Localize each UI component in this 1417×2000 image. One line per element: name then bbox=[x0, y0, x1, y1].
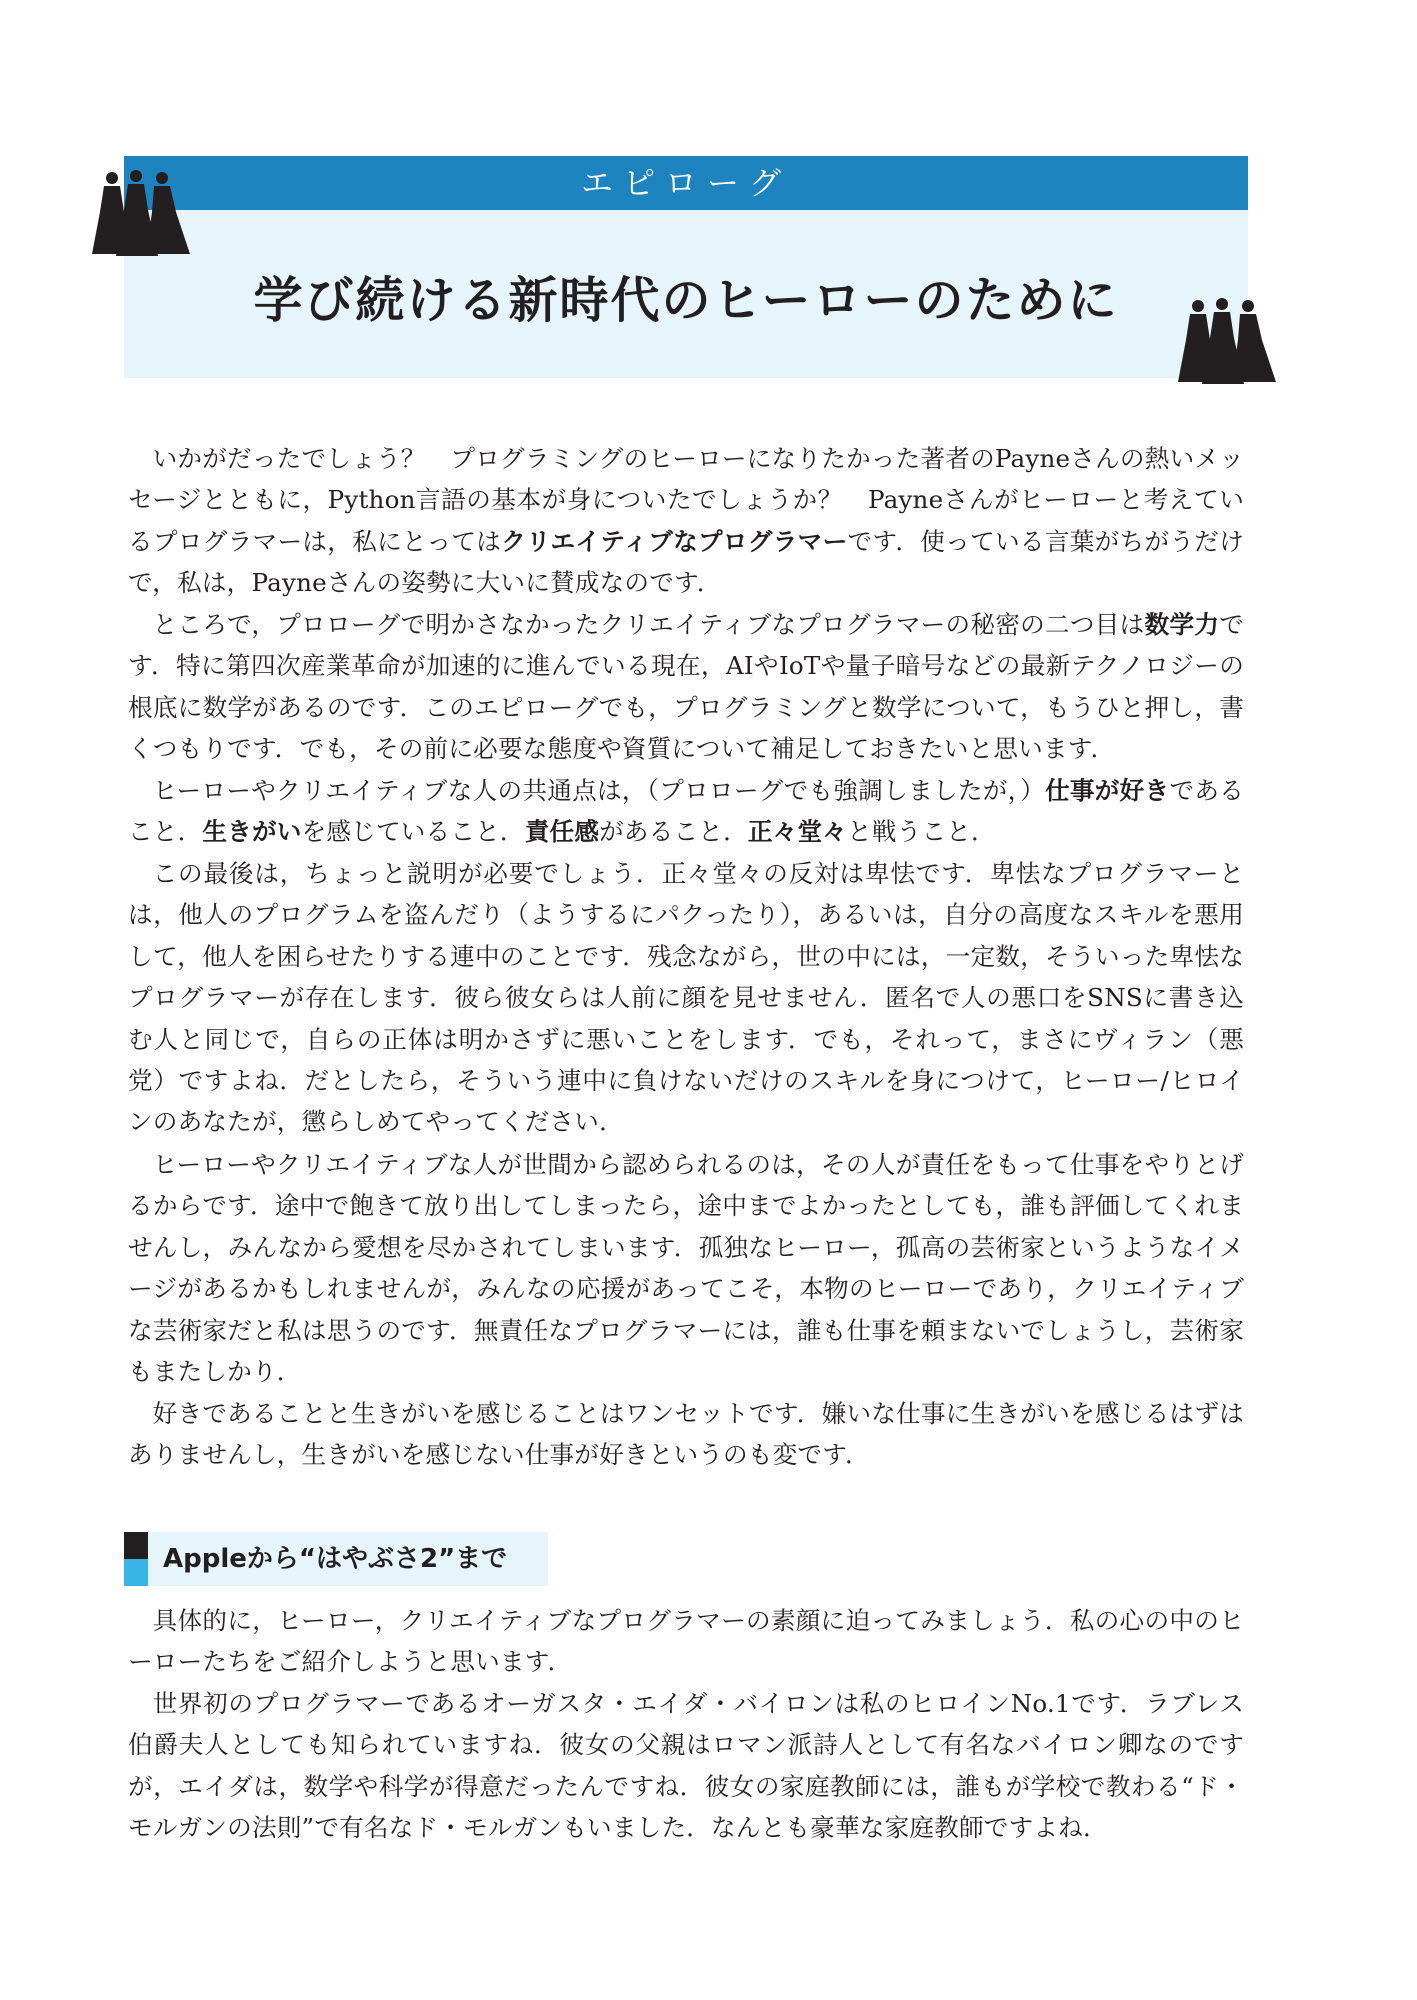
body-paragraph: 好きであることと生きがいを感じることはワンセットです．嫌いな仕事に生きがいを感じるはずはありませんし，生きがいを感じない仕事が好きというのも変です． bbox=[128, 1399, 1244, 1470]
body-paragraph: ヒーローやクリエイティブな人の共通点は，（プロローグでも強調しましたが，）仕事が好きであること．生きがいを感じていること．責任感があること．正々堂々と戦うこと． bbox=[128, 776, 1244, 847]
body-paragraph: 具体的に，ヒーロー，クリエイティブなプログラマーの素顔に迫ってみましょう．私の心の中のヒーローたちをご紹介しようと思います． bbox=[128, 1606, 1244, 1677]
hero-silhouettes-icon bbox=[1176, 296, 1284, 388]
hero-silhouettes-icon bbox=[90, 168, 198, 260]
body-paragraph: ヒーローやクリエイティブな人が世間から認められるのは，その人が責任をもって仕事をやりとげるからです．途中で飽きて放り出してしまったら，途中までよかったとしても，誰も評価してくれませんし，みんなから愛想を尽かされてしまいます．孤独なヒーロー，孤高の芸術家というようなイメージがあるかもしれませんが，みんなの応援があってこそ，本物のヒーローであり，クリエイティブな芸術家だと私は思うのです．無責任なプログラマーには，誰も仕事を頼まないでしょうし，芸術家もまたしかり． bbox=[128, 1150, 1244, 1387]
section-marker bbox=[124, 1559, 148, 1586]
body-paragraph: いかがだったでしょう？ プログラミングのヒーローになりたかった著者のPayneさんの熱いメッセージとともに，Python言語の基本が身についたでしょうか？ Payneさんがヒーローと考えているプログラマーは，私にとってはクリエイティブなプログラマーです．使っている言葉がちがうだけで，私は，Payneさんの姿勢に大いに賛成なのです． bbox=[128, 444, 1245, 598]
page-title: 学び続ける新時代のヒーローのために bbox=[253, 272, 1119, 329]
section-title: Appleから“はやぶさ2”まで bbox=[163, 1544, 508, 1574]
section-marker bbox=[124, 1532, 148, 1559]
body-paragraph: ところで，プロローグで明かさなかったクリエイティブなプログラマーの秘密の二つ目は数学力です．特に第四次産業革命が加速的に進んでいる現在，AIやIoTや量子暗号などの最新テクノロジーの根底に数学があるのです．このエピローグでも，プログラミングと数学について，もうひと押し，書くつもりです．でも，その前に必要な態度や資質について補足しておきたいと思います． bbox=[128, 610, 1244, 764]
body-paragraph: 世界初のプログラマーであるオーガスタ・エイダ・バイロンは私のヒロインNo.1です．ラブレス伯爵夫人としても知られていますね．彼女の父親はロマン派詩人として有名なバイロン卿なのですが，エイダは，数学や科学が得意だったんですね．彼女の家庭教師には，誰もが学校で教わる“ド・モルガンの法則”で有名なド・モルガンもいました．なんとも豪華な家庭教師ですよね． bbox=[128, 1689, 1244, 1843]
chapter-label: エピローグ bbox=[124, 156, 1248, 210]
body-paragraph: この最後は，ちょっと説明が必要でしょう．正々堂々の反対は卑怯です．卑怯なプログラマーとは，他人のプログラムを盗んだり（ようするにパクったり），あるいは，自分の高度なスキルを悪用して，他人を困らせたりする連中のことです．残念ながら，世の中には，一定数，そういった卑怯なプログラマーが存在します．彼ら彼女らは人前に顔を見せません．匿名で人の悪口をSNSに書き込む人と同じで，自らの正体は明かさずに悪いことをします．でも，それって，まさにヴィラン（悪党）ですよね．だとしたら，そういう連中に負けないだけのスキルを身につけて，ヒーロー/ヒロインのあなたが，懲らしめてやってください． bbox=[128, 859, 1244, 1137]
